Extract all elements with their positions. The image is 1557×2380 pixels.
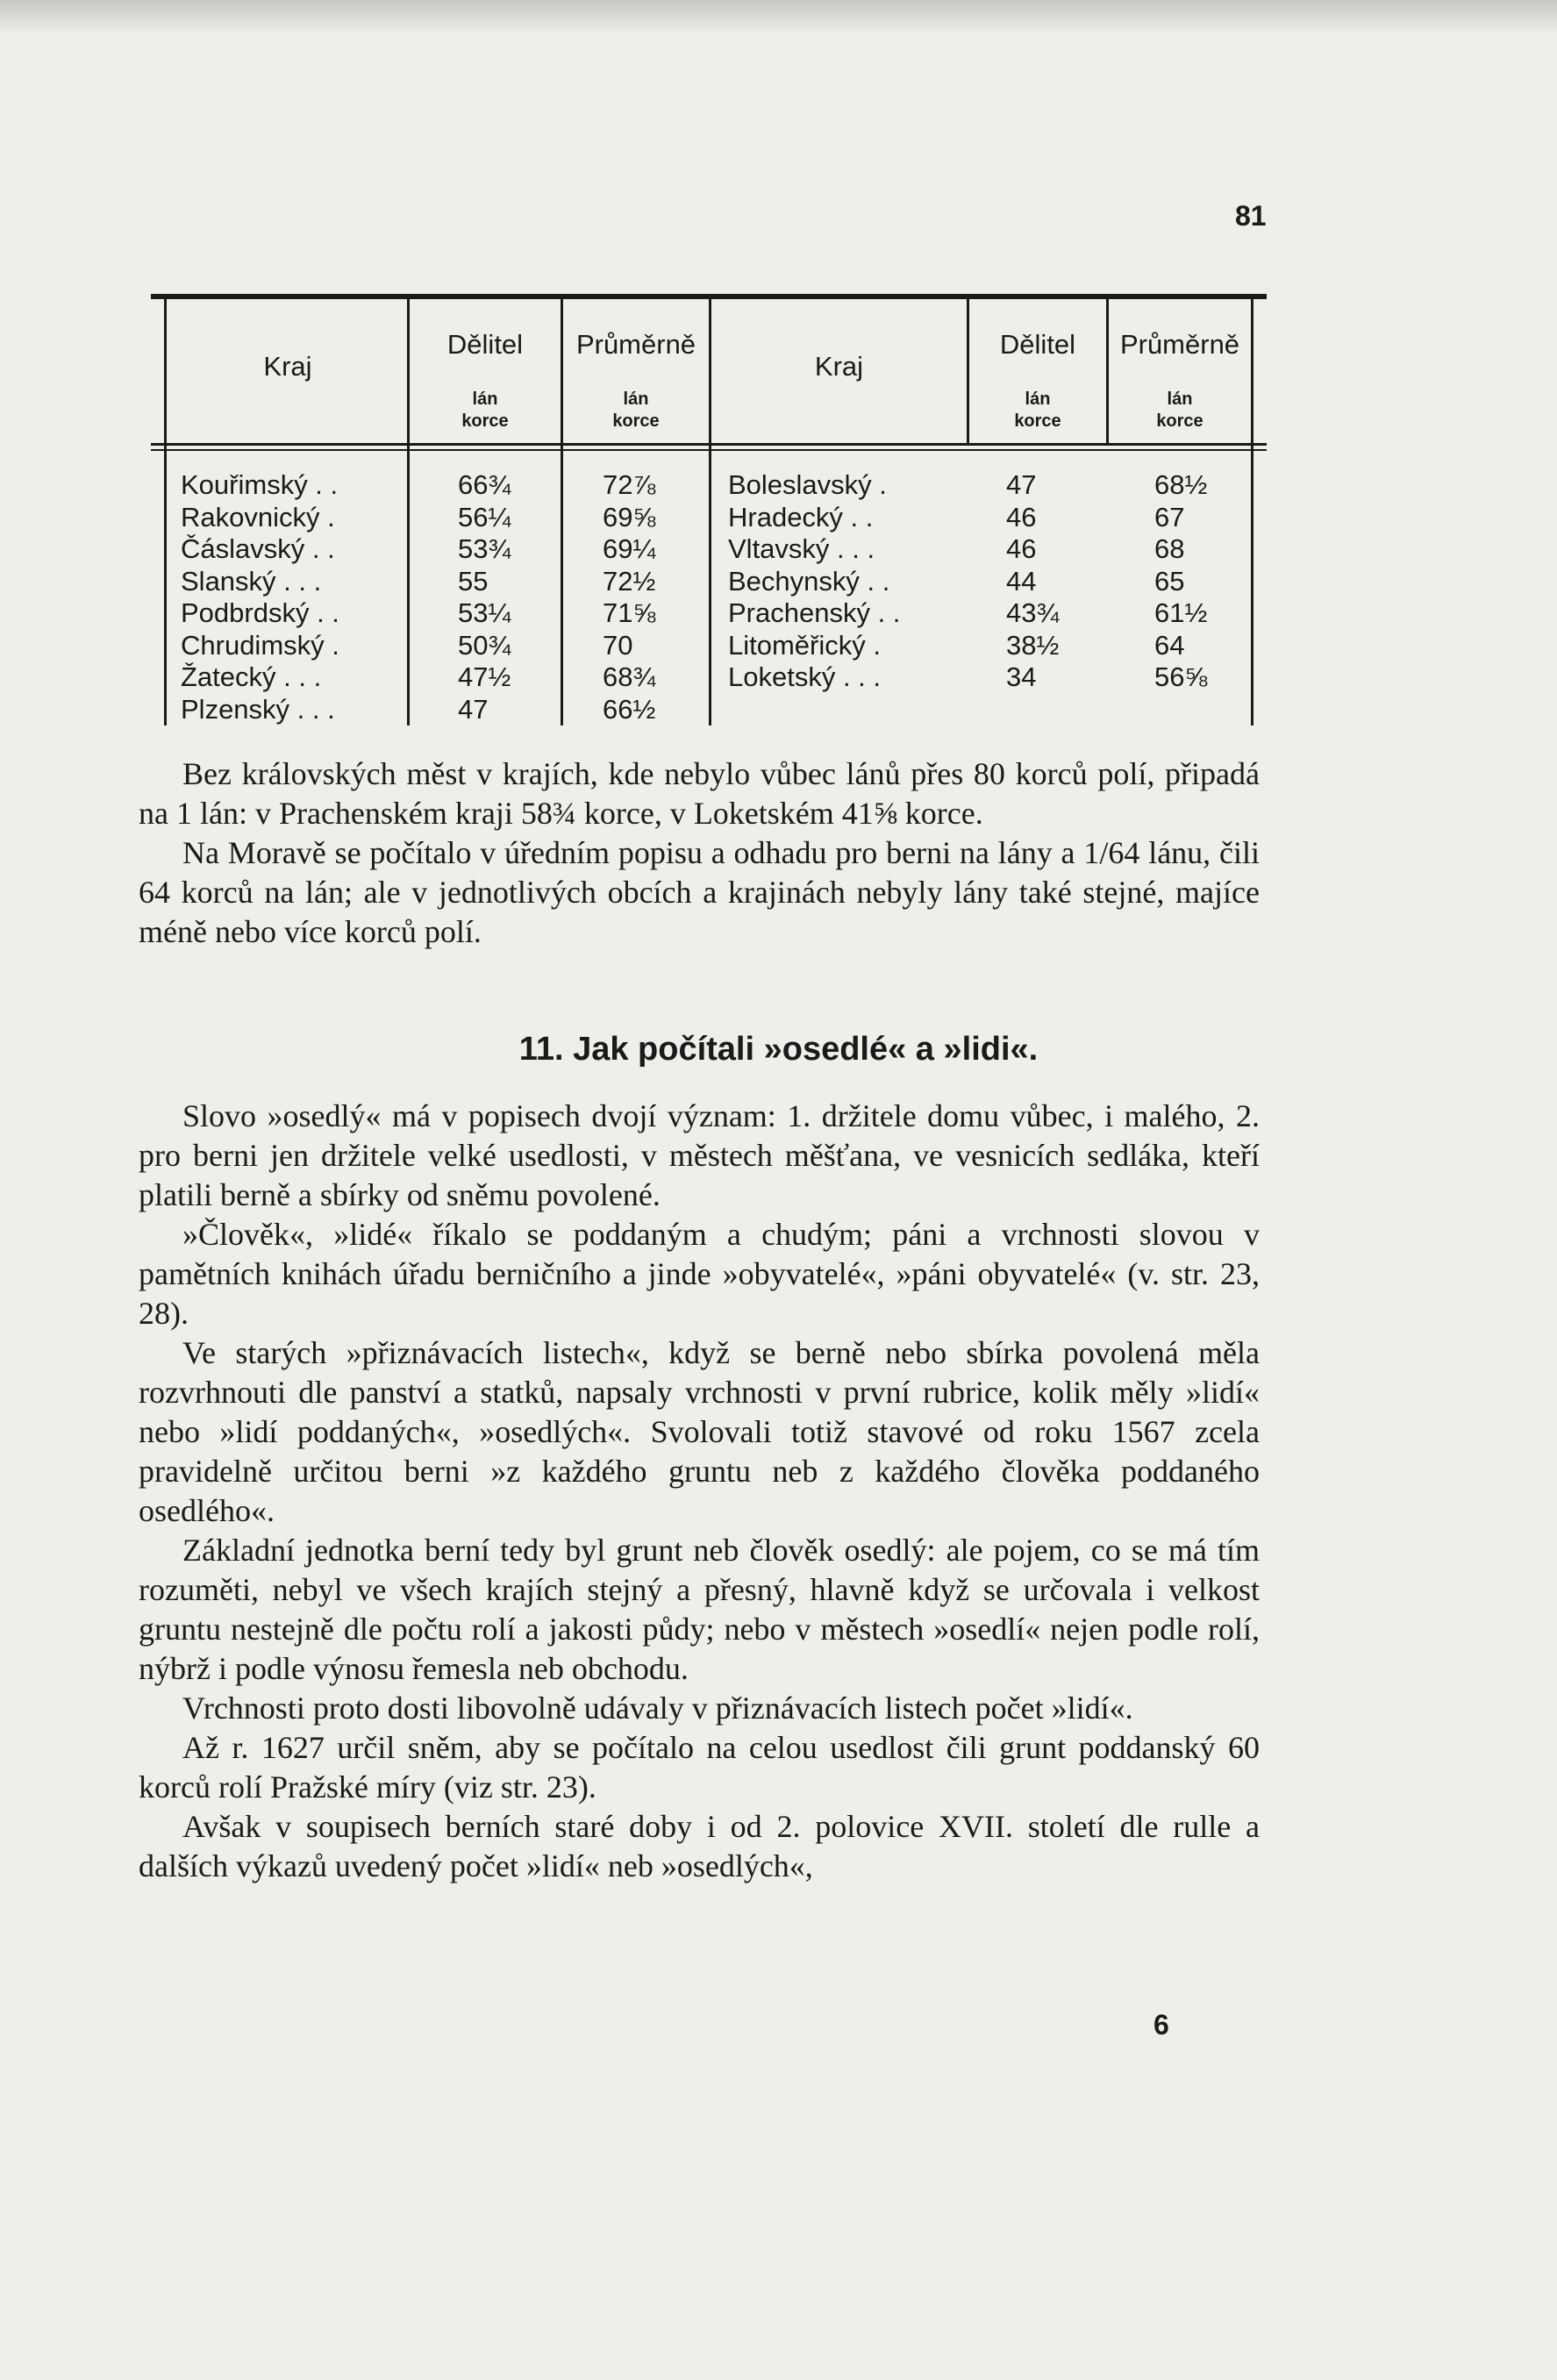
table-cell: 53¾ <box>458 533 511 564</box>
page-number: 81 <box>1235 200 1267 232</box>
right-kraj-column <box>728 469 900 694</box>
paragraph: Na Moravě se počítalo v úředním popisu a odhadu pro berni na lány a 1/64 lánu, čili 64 korců na lán; ale v jednotlivých obcích a krajinách nebyly lány také stejné, majíce méně nebo více korců polí. <box>139 835 1260 949</box>
table-cell: Litoměřický . <box>728 629 881 661</box>
section-heading: 11. Jak počítali »osedlé« a »lidi«. <box>518 1031 1039 1068</box>
header-delitel-right: Dělitel <box>999 329 1076 360</box>
paragraph: Základní jednotka berní tedy byl grunt neb člověk osedlý: ale pojem, co se má tím rozuměti, nebyl ve všech krajích stejný a přesný, hlavně když se určovala i velkost gruntu nestejně dle počtu rolí a jakosti půdy; nebo v městech »osedlí« nejen podle rolí, nýbrž i podle výnosu řemesla neb obchodu. <box>139 1533 1260 1686</box>
table-cell: 64 <box>1154 629 1185 661</box>
table-cell: 61½ <box>1154 597 1208 628</box>
table-cell: 69¼ <box>603 533 656 564</box>
table-cell: 53¼ <box>458 597 511 628</box>
table-right-border <box>1251 299 1253 725</box>
paragraph: Avšak v soupisech berních staré doby i od 2. polovice XVII. století dle rulle a dalších výkazů uvedený počet »lidí« neb »osedlých«, <box>139 1809 1260 1883</box>
left-kraj-column <box>181 469 339 725</box>
header-delitel: Dělitel <box>446 329 524 360</box>
table-cell: Podbrdský . . <box>181 597 339 628</box>
table-cell: 68½ <box>1154 469 1208 500</box>
table-cell: Kouřimský . . <box>181 469 339 500</box>
header-delitel-units-right: lán korce <box>1014 390 1061 431</box>
table-cell: Chrudimský . <box>181 629 339 661</box>
header-delitel-units: lán korce <box>461 390 509 431</box>
header-kraj: Kraj <box>263 351 312 382</box>
table-cell: Slanský . . . <box>181 565 322 597</box>
header-prumerne-right: Průměrně <box>1119 329 1240 360</box>
table-cell: Žatecký . . . <box>181 661 322 692</box>
table-cell: 56¼ <box>458 501 511 532</box>
table-cell: Bechynský . . <box>728 565 890 597</box>
table-cell: Hradecký . . <box>728 501 874 532</box>
paragraph: Vrchnosti proto dosti libovolně udávaly v přiznávacích listech počet »lidí«. <box>182 1690 1133 1726</box>
header-kraj-right: Kraj <box>814 351 864 382</box>
header-prumerne-units: lán korce <box>612 390 660 431</box>
body-text-upper <box>139 754 1260 952</box>
signature-mark: 6 <box>1153 2009 1169 2041</box>
paragraph: Ve starých »přiznávacích listech«, když se berně nebo sbírka povolená měla rozvrhnouti dle panství a statků, napsaly vrchnosti v první rubrice, kolik měly »lidí« nebo »lidí poddaných«, »osedlých«. Svolovali totiž stavové od roku 1567 zcela pravidelně určitou berni »z každého gruntu neb z každého člověka poddaného osedlého«. <box>139 1335 1260 1528</box>
header-prumerne: Průměrně <box>575 329 696 360</box>
left-prumerne-column <box>603 469 655 725</box>
table-cell: Prachenský . . <box>728 597 901 628</box>
table-cell: 72⅞ <box>603 469 656 500</box>
table-cell: 65 <box>1154 565 1185 597</box>
table-column-divider <box>407 299 410 725</box>
table-cell: Vltavský . . . <box>728 533 875 564</box>
table-cell: 68¾ <box>603 661 656 692</box>
table-cell: 68 <box>1154 533 1185 564</box>
table-cell: 69⅝ <box>603 501 656 532</box>
tax-divisor-table <box>151 294 1267 724</box>
table-cell: 66¾ <box>458 469 511 500</box>
table-cell: 50¾ <box>458 629 511 661</box>
left-delitel-column <box>458 469 511 725</box>
table-cell: 70 <box>603 629 633 661</box>
table-cell: 47½ <box>458 661 511 692</box>
table-cell: 72½ <box>603 565 656 597</box>
right-delitel-column <box>1006 469 1059 694</box>
paragraph: Slovo »osedlý« má v popisech dvojí význam: 1. držitele domu vůbec, i malého, 2. pro berni jen držitele velké usedlosti, v městech měšťana, ve vesnicích sedláka, kteří platili berně a sbírky od sněmu povolené. <box>139 1098 1260 1212</box>
table-cell: 71⅝ <box>603 597 656 628</box>
table-cell: Plzenský . . . <box>181 693 335 725</box>
paragraph: Bez královských měst v krajích, kde nebylo vůbec lánů přes 80 korců polí, připadá na 1 lán: v Prachenském kraji 58¾ korce, v Loketském 41⅝ korce. <box>139 756 1260 831</box>
table-cell: 34 <box>1006 661 1037 692</box>
paragraph: Až r. 1627 určil sněm, aby se počítalo na celou usedlost čili grunt poddanský 60 korců rolí Pražské míry (viz str. 23). <box>139 1730 1260 1805</box>
right-prumerne-column <box>1154 469 1207 694</box>
table-cell: 38½ <box>1006 629 1060 661</box>
header-prumerne-units-right: lán korce <box>1156 390 1203 431</box>
table-cell: Boleslavský . <box>728 469 887 500</box>
table-cell: 55 <box>458 565 489 597</box>
table-cell: Loketský . . . <box>728 661 882 692</box>
paragraph: »Člověk«, »lidé« říkalo se poddaným a chudým; páni a vrchnosti slovou v pamětních knihách úřadu berničního a jinde »obyvatelé«, »páni obyvatelé« (v. str. 23, 28). <box>139 1217 1260 1331</box>
table-cell: Rakovnický . <box>181 501 335 532</box>
table-cell: Čáslavský . . <box>181 533 335 564</box>
scan-edge <box>0 0 1557 35</box>
table-cell: 46 <box>1006 501 1037 532</box>
table-column-divider <box>561 299 563 725</box>
table-cell: 66½ <box>603 693 656 725</box>
table-cell: 47 <box>1006 469 1037 500</box>
table-cell: 56⅝ <box>1154 661 1208 692</box>
body-text-lower <box>139 1097 1260 1886</box>
table-left-border <box>164 299 167 725</box>
table-cell: 67 <box>1154 501 1185 532</box>
table-cell: 44 <box>1006 565 1037 597</box>
table-cell: 47 <box>458 693 489 725</box>
table-cell: 43¾ <box>1006 597 1060 628</box>
table-cell: 46 <box>1006 533 1037 564</box>
